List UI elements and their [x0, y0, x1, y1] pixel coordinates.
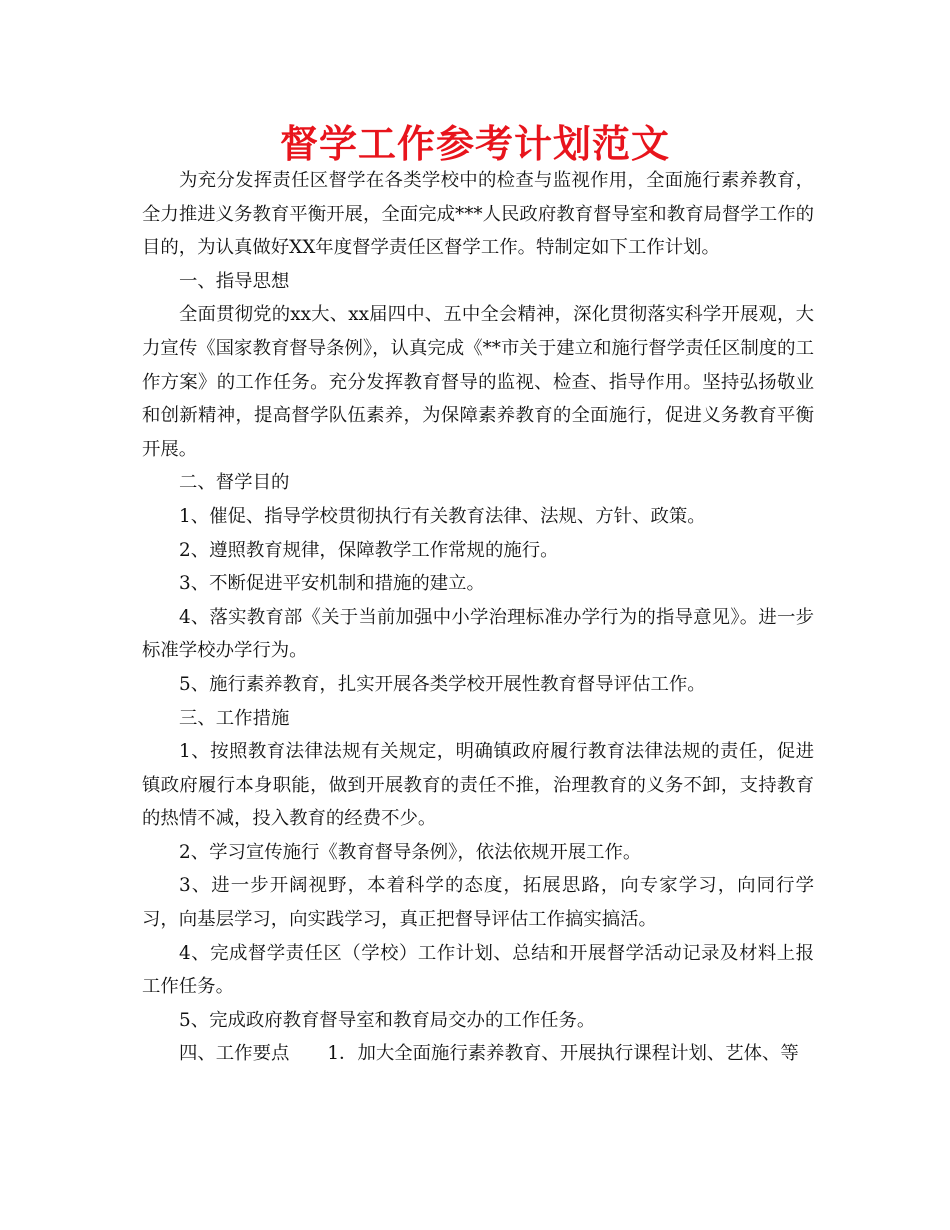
document-body	[142, 164, 814, 1071]
list-item: 4、完成督学责任区（学校）工作计划、总结和开展督学活动记录及材料上报工作任务。	[142, 942, 814, 998]
section-heading-guiding-ideology: 一、指导思想	[179, 270, 290, 292]
section-heading-work-measures: 三、工作措施	[179, 707, 290, 729]
list-item: 1、催促、指导学校贯彻执行有关教育法律、法规、方针、政策。	[179, 505, 706, 527]
work-key-points-first-item: 1．加大全面施行素养教育、开展执行课程计划、艺体、等	[327, 1043, 799, 1065]
document-title: 督学工作参考计划范文	[279, 122, 670, 166]
list-item: 1、按照教育法律法规有关规定，明确镇政府履行教育法律法规的责任，促进镇政府履行本身职能，做到开展教育的责任不推，治理教育的义务不卸，支持教育的热情不减，投入教育的经费不少。	[142, 741, 814, 830]
list-item: 3、不断促进平安机制和措施的建立。	[179, 573, 485, 595]
section-heading-supervision-goals: 二、督学目的	[179, 472, 290, 494]
intro-paragraph: 为充分发挥责任区督学在各类学校中的检查与监视作用，全面施行素养教育，全力推进义务教育平衡开展，全面完成***人民政府教育督导室和教育局督学工作的目的，为认真做好XX年度督学责任区督学工作。特制定如下工作计划。	[142, 170, 814, 259]
list-item: 4、落实教育部《关于当前加强中小学治理标准办学行为的指导意见》。进一步标准学校办学行为。	[142, 606, 814, 662]
list-item: 2、遵照教育规律，保障教学工作常规的施行。	[179, 539, 559, 561]
list-item: 3、进一步开阔视野，本着科学的态度，拓展思路，向专家学习，向同行学习，向基层学习，向实践学习，真正把督导评估工作搞实搞活。	[142, 875, 814, 931]
work-key-points-heading-text: 四、工作要点	[179, 1043, 290, 1065]
list-item: 5、完成政府教育督导室和教育局交办的工作任务。	[179, 1009, 596, 1031]
guiding-ideology-paragraph: 全面贯彻党的xx大、xx届四中、五中全会精神，深化贯彻落实科学开展观，大力宣传《国家教育督导条例》，认真完成《**市关于建立和施行督学责任区制度的工作方案》的工作任务。充分发挥教育督导的监视、检查、指导作用。坚持弘扬敬业和创新精神，提高督学队伍素养，为保障素养教育的全面施行，促进义务教育平衡开展。	[142, 304, 814, 460]
section-heading-work-key-points	[142, 1037, 814, 1071]
list-item: 5、施行素养教育，扎实开展各类学校开展性教育督导评估工作。	[179, 673, 706, 695]
list-item: 2、学习宣传施行《教育督导条例》，依法依规开展工作。	[179, 841, 642, 863]
